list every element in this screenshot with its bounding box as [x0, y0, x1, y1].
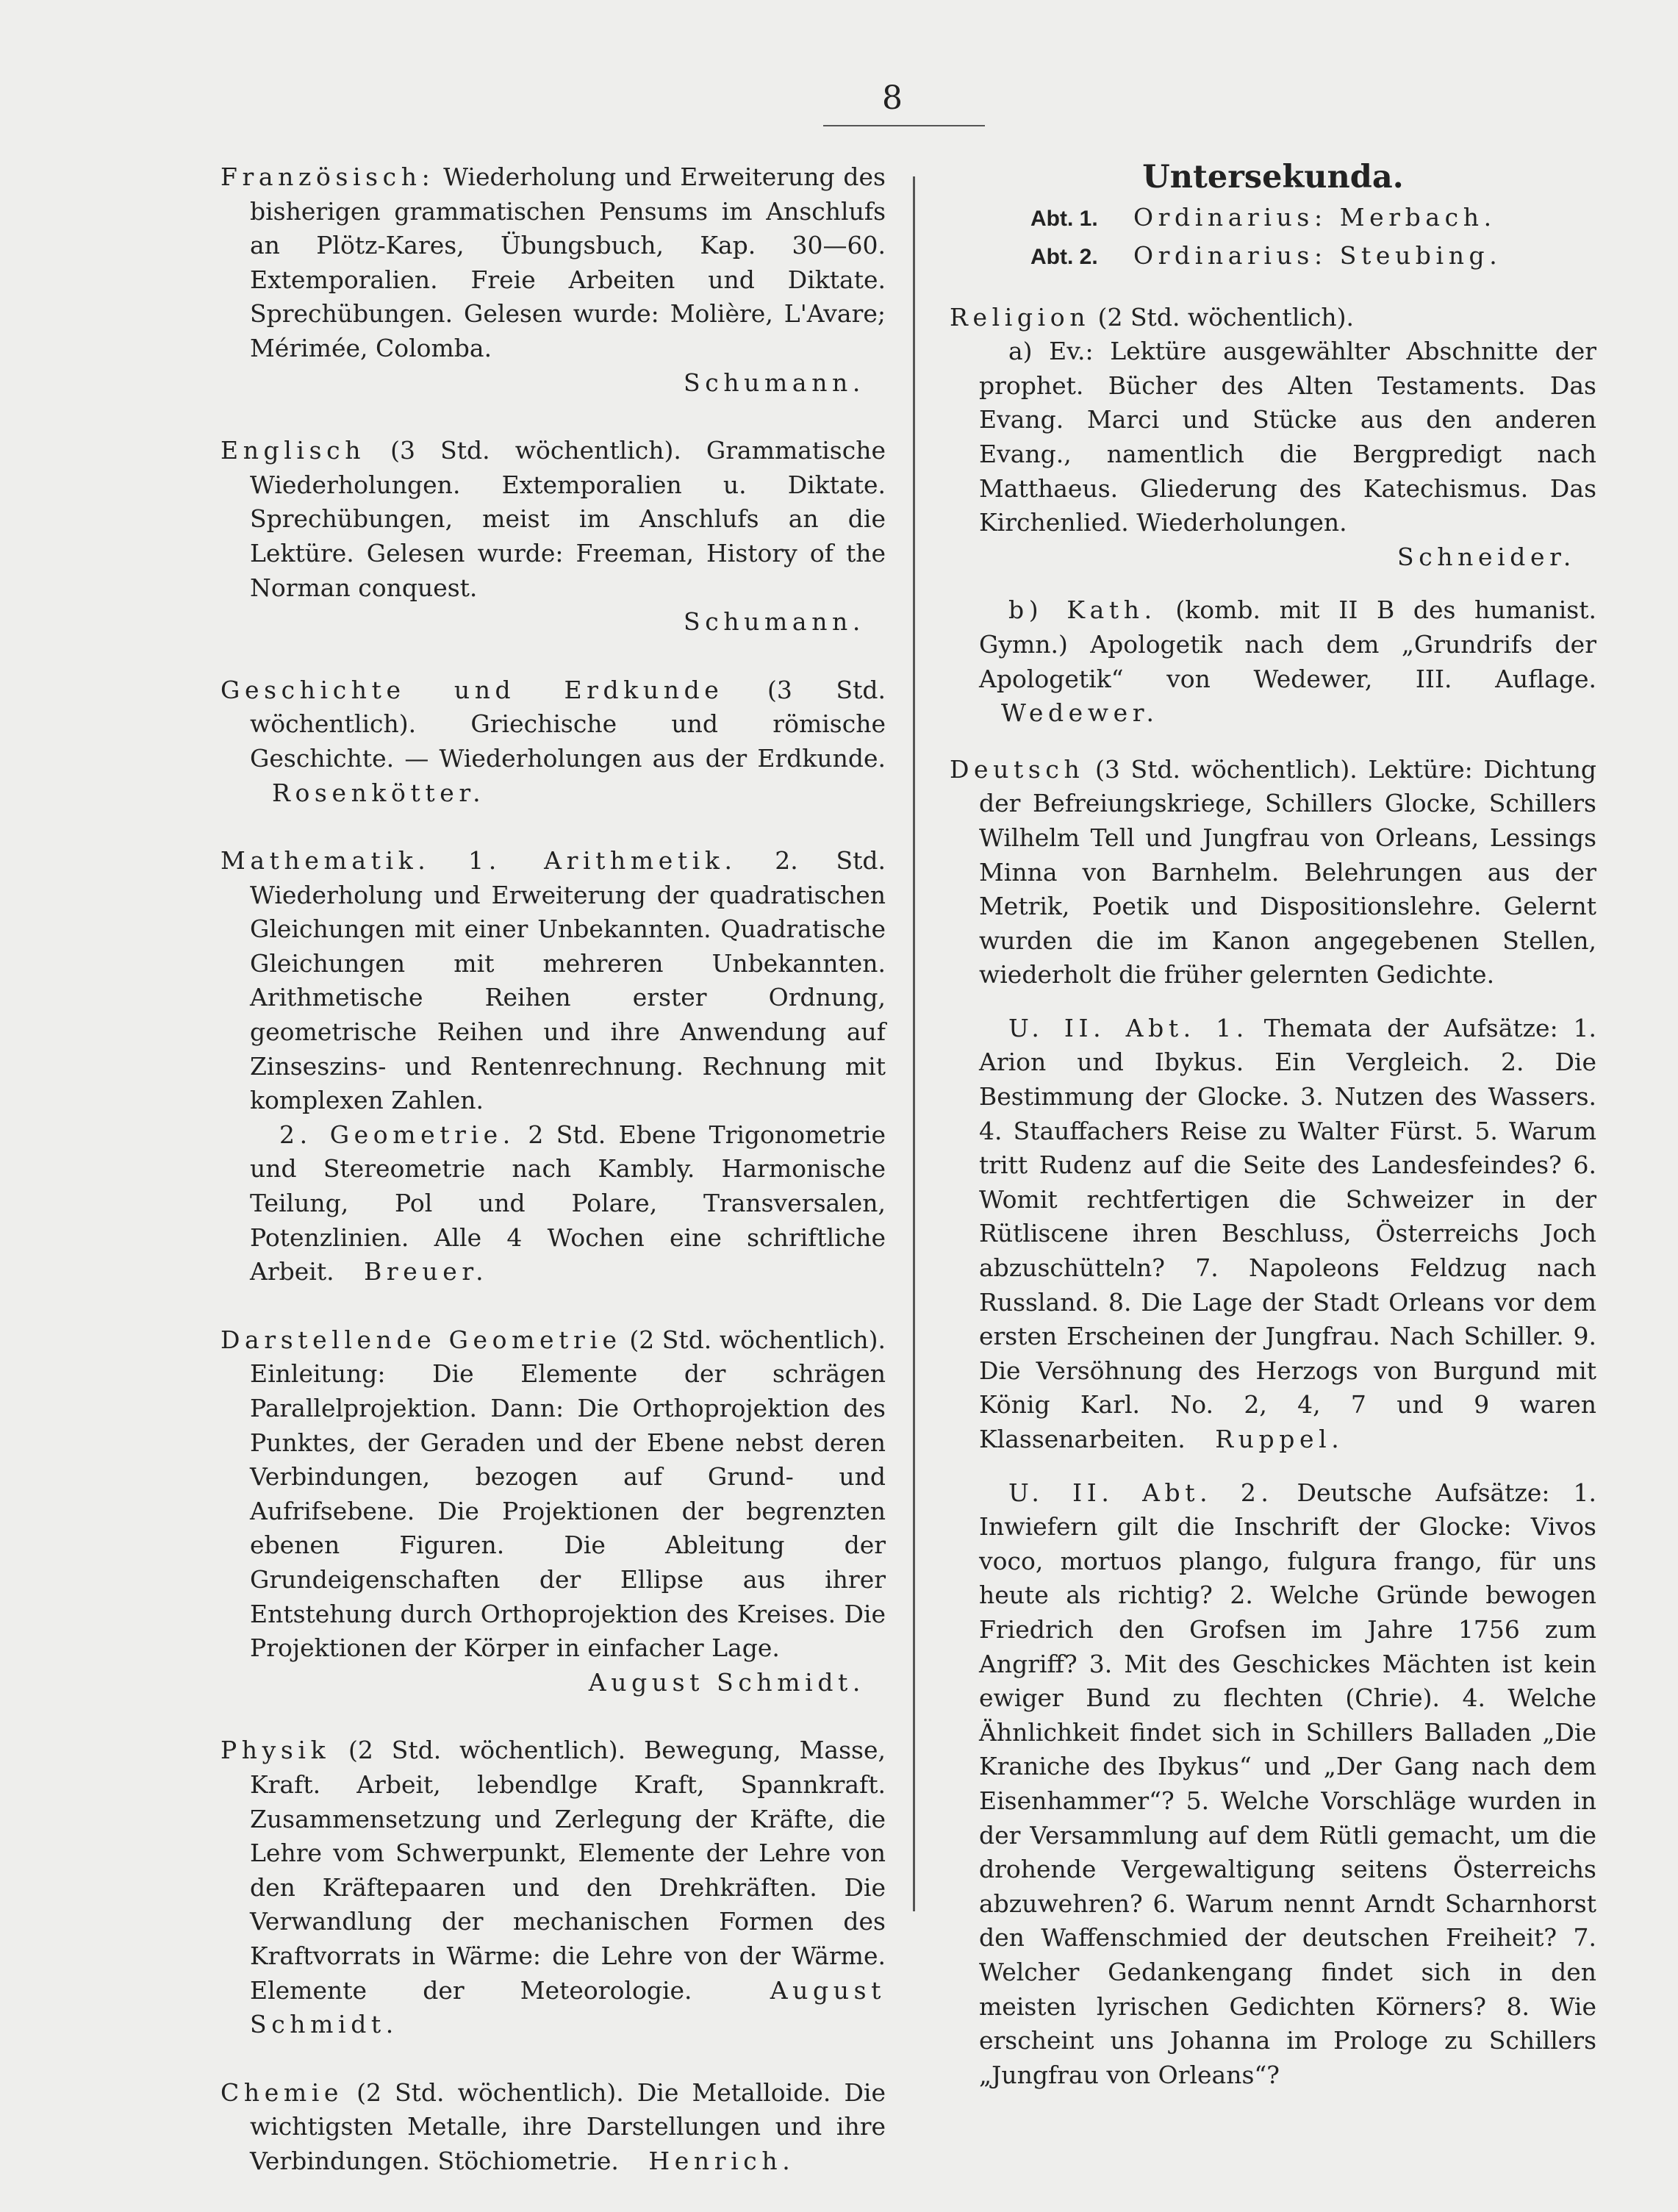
header-rule [823, 125, 985, 126]
abteilung-label: Abt. 1. [1030, 206, 1098, 231]
subject-name: Physik [220, 1736, 331, 1765]
teacher-name: Ruppel. [1215, 1425, 1344, 1453]
subject-name: Englisch [220, 436, 366, 465]
section-darstellende-geometrie [220, 1323, 886, 1700]
section-body [220, 673, 886, 810]
subject-name: Deutsch [950, 754, 1085, 784]
subject-text: (2 Std. wöchentlich). Bewegung, Masse, Kraft. Arbeit, lebendlge Kraft, Spannkraft. Zusammensetzung und Zerlegung der Kräfte, die Lehre vom Schwerpunkt, Elemente der Lehre von den Kräftepaaren und den Drehkräften. Die Verwandlung der mechanischen Formen des Kraftvorrats in Wärme: die Lehre von der Wärme. Elemente der Meteorologie. [250, 1736, 886, 2005]
ev-label: a) Ev.: [1008, 337, 1094, 366]
subject-text: (2 Std. wöchentlich). Einleitung: Die Elemente der schrägen Parallelprojektion. Dann: Die Orthoprojektion des Punktes, der Geraden und der Ebene nebst deren Verbindungen, bezogen auf Grund- und Aufrifsebene. Die Projektionen der begrenzten ebenen Figuren. Die Ableitung der Grundeigenschaften der Ellipse aus ihrer Entstehung durch Orthoprojektion des Kreises. Die Projektionen der Körper in einfacher Lage. [250, 1325, 886, 1663]
deutsch-abt2 [950, 1476, 1596, 2093]
section-franzoesisch [220, 160, 886, 400]
abteilung-2 [1030, 237, 1596, 276]
teacher-name: Schneider. [1397, 542, 1576, 571]
teacher-name: Breuer. [364, 1257, 489, 1286]
geometrie-body [220, 1118, 886, 1289]
abt1-label: U. II. Abt. 1. [1008, 1013, 1249, 1042]
kath-label: b) Kath. [1008, 595, 1157, 625]
abt1-text: Themata der Aufsätze: 1. Arion und Ibykus. Ein Vergleich. 2. Die Bestimmung der Glocke. 3. Nutzen des Wassers. 4. Stauffachers Reise zu Walter Fürst. 5. Warum tritt Rudenz auf die Seite des Landesfeindes? 6. Womit rechtfertigen die Schweizer in der Rütliscene ihren Beschluss, Österreichs Joch abzuschütteln? 7. Napoleons Feldzug nach Russland. 8. Die Lage der Stadt Orleans vor dem ersten Erscheinen der Jungfrau. Nach Schiller. 9. Die Versöhnung des Herzogs von Burgund mit König Karl. No. 2, 4, 7 und 9 waren Klassenarbeiten. [979, 1013, 1596, 1453]
teacher-name: Henrich. [648, 2146, 795, 2175]
section-body [220, 2076, 886, 2179]
class-title: Untersekunda. [1142, 159, 1404, 196]
subject-text: (3 Std. wöchentlich). Lektüre: Dichtung der Befreiungskriege, Schillers Glocke, Schillers Wilhelm Tell und Jungfrau von Orleans, Lessings Minna von Barnhelm. Belehrungen aus der Metrik, Poetik und Dispositionslehre. Gelernt wurden die im Kanon angegebenen Stellen, wiederholt die früher gelernten Gedichte. [979, 754, 1596, 989]
teacher-name: August Schmidt. [250, 1975, 886, 2039]
geometrie-label: 2. Geometrie. [279, 1120, 515, 1149]
section-deutsch [950, 753, 1596, 2093]
religion-kath [950, 593, 1596, 730]
left-column [220, 160, 886, 2212]
deutsch-abt1 [950, 1012, 1596, 1457]
subject-text: (3 Std. wöchentlich). Grammatische Wiederholungen. Extemporalien u. Diktate. Sprechübungen, meist im Anschlufs an die Lektüre. Gelesen wurde: Freeman, History of the Norman conquest. [250, 436, 886, 602]
ev-text: Lektüre ausgewählter Abschnitte der prophet. Bücher des Alten Testaments. Das Evang. Marci und Stücke aus den anderen Evang., namentlich die Bergpredigt nach Matthaeus. Gliederung des Katechismus. Das Kirchenlied. Wiederholungen. [979, 337, 1597, 537]
abteilung-1 [1030, 199, 1596, 237]
section-body [220, 1323, 886, 1666]
teacher-name: Schumann. [684, 368, 865, 397]
section-geschichte [220, 673, 886, 810]
ordinarius: Ordinarius: Steubing. [1133, 240, 1502, 270]
subject-name: Chemie [220, 2077, 344, 2107]
arithmetik-text: 2. Std. Wiederholung und Erweiterung der quadratischen Gleichungen mit einer Unbekannten. Quadratische Gleichungen mit mehreren Unbekannten. Arithmetische Reihen erster Ordnung, geometrische Reihen und ihre Anwendung auf Zinseszins- und Rentenrechnung. Rechnung mit komplexen Zahlen. [250, 846, 886, 1115]
subject-text: (3 Std. wöchentlich). Griechische und römische Geschichte. — Wiederholungen aus der Erdkunde. [250, 675, 886, 773]
subject-text: (2 Std. wöchentlich). [1097, 302, 1355, 332]
geometrie-text: 2 Std. Ebene Trigonometrie und Stereometrie nach Kambly. Harmonische Teilung, Pol und Polare, Transversalen, Potenzlinien. Alle 4 Wochen eine schriftliche Arbeit. [250, 1120, 886, 1286]
religion-ev [950, 334, 1596, 540]
subject-text: Wiederholung und Erweiterung des bisherigen grammatischen Pensums im Anschlufs an Plötz-Kares, Übungsbuch, Kap. 30—60. Extemporalien. Freie Arbeiten und Diktate. Sprechübungen. Gelesen wurde: Molière, L'Avare; Mérimée, Colomba. [250, 162, 886, 362]
subject-name: Darstellende Geometrie [220, 1325, 622, 1354]
section-body [220, 160, 886, 366]
section-religion [950, 301, 1596, 731]
teacher-name: Schumann. [684, 607, 865, 637]
subject-name: Französisch: [220, 162, 435, 191]
teacher-name: Wedewer. [1001, 698, 1159, 728]
page-number: 8 [882, 79, 903, 117]
section-englisch [220, 434, 886, 640]
ordinarius: Ordinarius: Merbach. [1133, 202, 1496, 232]
section-body [950, 753, 1596, 992]
section-mathematik [220, 844, 886, 1289]
section-physik [220, 1733, 886, 2041]
section-body [220, 1733, 886, 2041]
abt2-label: U. II. Abt. 2. [1008, 1478, 1274, 1507]
section-chemie [220, 2076, 886, 2179]
abt2-text: Deutsche Aufsätze: 1. Inwiefern gilt die Inschrift der Glocke: Vivos voco, mortuos plango, fulgura frango, für uns heute als richtig? 2. Welche Gründe bewogen Friedrich den Grofsen im Jahre 1756 zum Angriff? 3. Mit des Geschickes Mächten ist kein ewiger Bund zu flechten (Chrie). 4. Welche Ähnlichkeit findet sich in Schillers Balladen „Die Kraniche des Ibykus“ und „Der Gang nach dem Eisenhammer“? 5. Welche Vorschläge wurden in der Versammlung auf dem Rütli gemacht, um die drohende Vergewaltigung seitens Österreichs abzuwehren? 6. Warum nennt Arndt Scharnhorst den Waffenschmied der deutschen Freiheit? 7. Welcher Gedankengang findet sich in den meisten lyrischen Gedichten Körners? 8. Wie erscheint uns Johanna im Prologe zu Schillers „Jungfrau von Orleans“? [979, 1478, 1596, 2089]
arithmetik-label: 1. Arithmetik. [468, 846, 737, 876]
teacher-name: August Schmidt. [588, 1667, 865, 1697]
section-body [220, 434, 886, 605]
subject-text: (2 Std. wöchentlich). Die Metalloide. Die wichtigsten Metalle, ihre Darstellungen und ihre Verbindungen. Stöchiometrie. [250, 2077, 886, 2175]
kath-text: (komb. mit II B des humanist. Gymn.) Apologetik nach dem „Grundrifs der Apologetik“ von Wedewer, III. Auflage. [979, 595, 1596, 693]
teacher-name: Rosenkötter. [272, 778, 486, 807]
section-body [220, 844, 886, 1118]
abteilung-label: Abt. 2. [1030, 244, 1098, 269]
subject-name: Religion [950, 302, 1091, 332]
section-heading [950, 301, 1596, 335]
subject-name: Geschichte und Erdkunde [220, 675, 724, 704]
right-column [950, 160, 1596, 2114]
column-divider [913, 176, 915, 1911]
subject-name: Mathematik. [220, 846, 431, 876]
